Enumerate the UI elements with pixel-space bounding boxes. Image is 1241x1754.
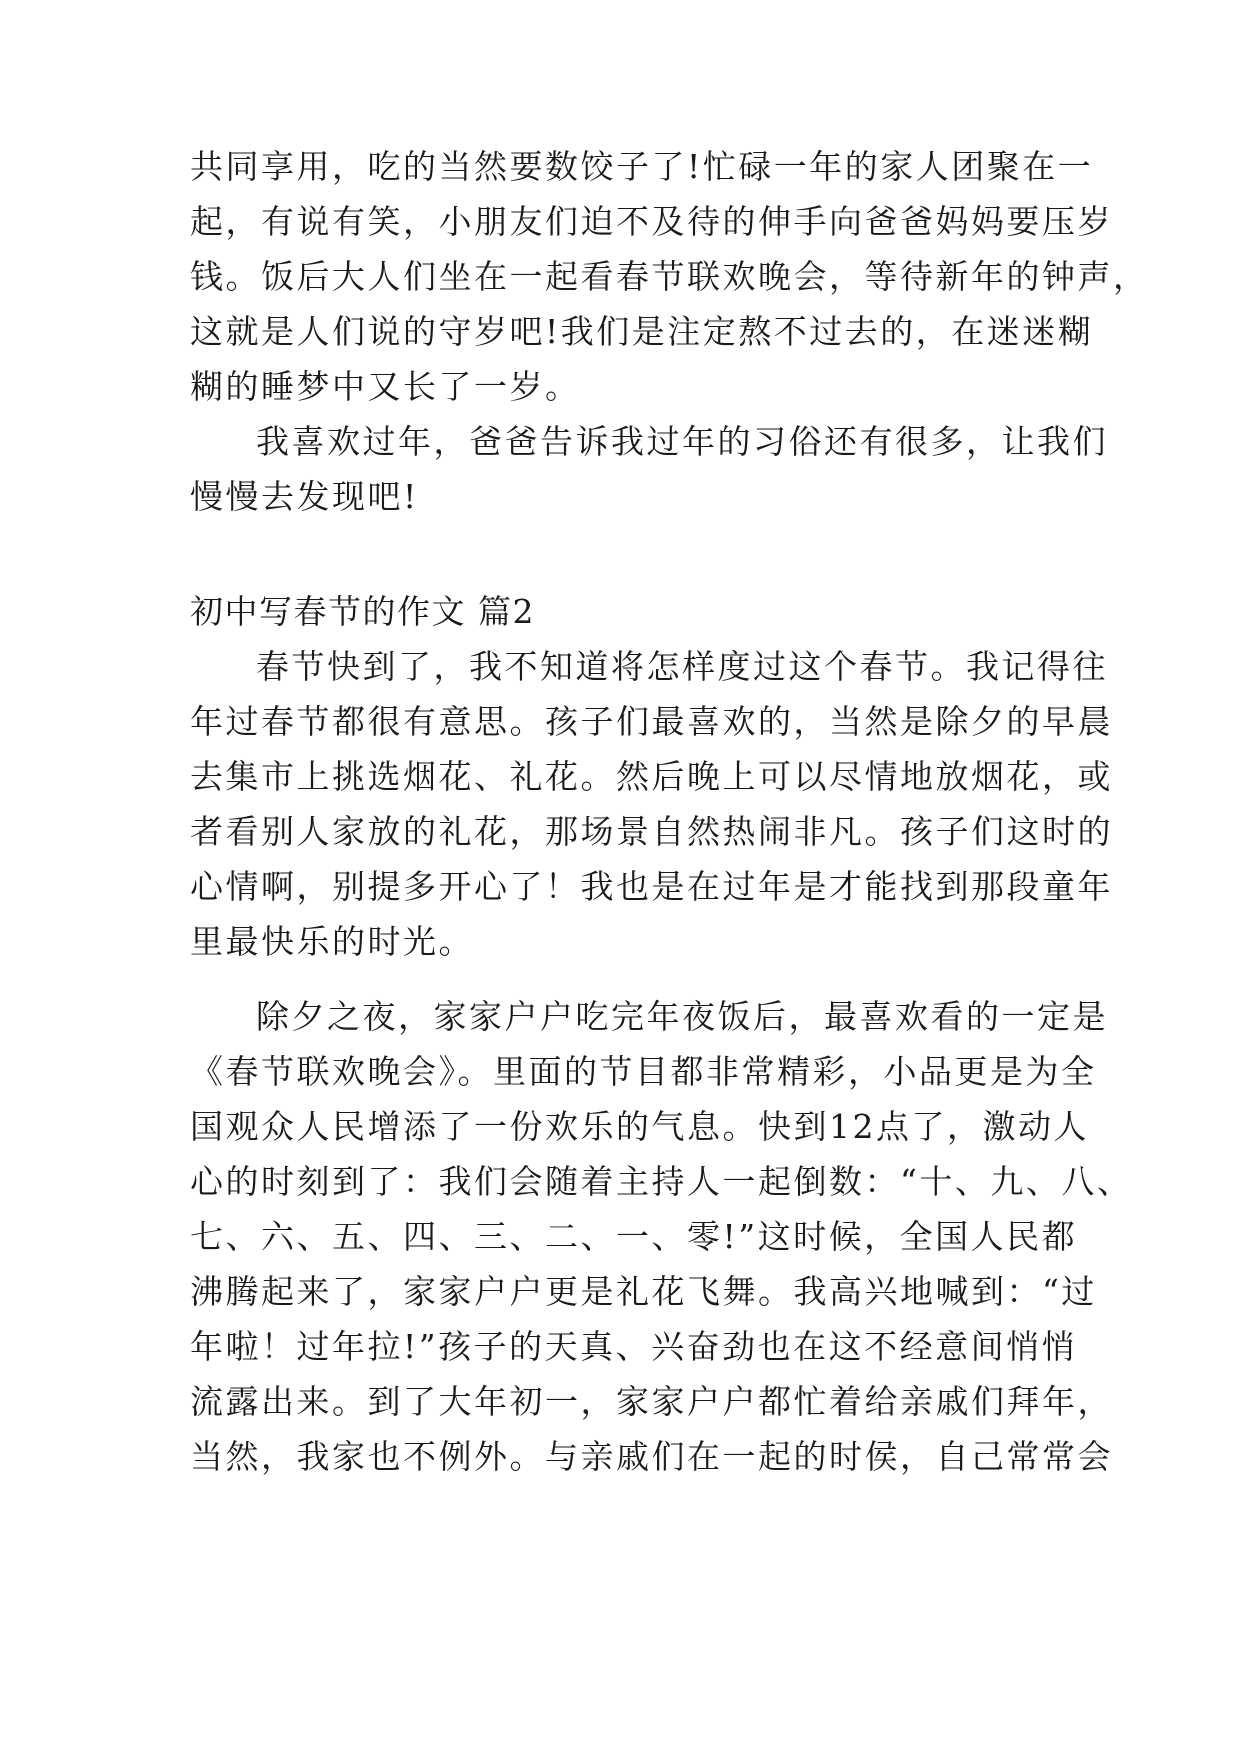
paragraph-line: 里最快乐的时光。: [190, 922, 474, 961]
paragraph-line: 七、六、五、四、三、二、一、零!”这时候，全国人民都: [190, 1217, 1078, 1256]
section-heading: 初中写春节的作文 篇2: [190, 592, 535, 631]
paragraph-line: 共同享用，吃的当然要数饺子了!忙碌一年的家人团聚在一: [190, 147, 1094, 186]
paragraph-line: 春节快到了，我不知道将怎样度过这个春节。我记得往: [256, 647, 1108, 686]
paragraph-line: 当然，我家也不例外。与亲戚们在一起的时侯，自己常常会: [190, 1437, 1113, 1476]
paragraph-line: 年过春节都很有意思。孩子们最喜欢的，当然是除夕的早晨: [190, 702, 1113, 741]
paragraph-line: 心的时刻到了：我们会随着主持人一起倒数：“十、九、八、: [190, 1162, 1133, 1201]
paragraph-line: 慢慢去发现吧!: [190, 477, 419, 516]
paragraph-line: 年啦！过年拉!”孩子的天真、兴奋劲也在这不经意间悄悄: [190, 1327, 1078, 1366]
paragraph-line: 我喜欢过年，爸爸告诉我过年的习俗还有很多，让我们: [256, 422, 1108, 461]
paragraph-line: 除夕之夜，家家户户吃完年夜饭后，最喜欢看的一定是: [256, 997, 1108, 1036]
paragraph-line: 者看别人家放的礼花，那场景自然热闹非凡。孩子们这时的: [190, 812, 1113, 851]
paragraph-line: 起，有说有笑，小朋友们迫不及待的伸手向爸爸妈妈要压岁: [190, 202, 1113, 241]
paragraph-line: 钱。饭后大人们坐在一起看春节联欢晚会，等待新年的钟声，: [190, 257, 1149, 296]
paragraph-line: 这就是人们说的守岁吧!我们是注定熬不过去的，在迷迷糊: [190, 312, 1094, 351]
paragraph-line: 流露出来。到了大年初一，家家户户都忙着给亲戚们拜年，: [190, 1382, 1113, 1421]
paragraph-line: 心情啊，别提多开心了！我也是在过年是才能找到那段童年: [190, 867, 1113, 906]
paragraph-line: 国观众人民增添了一份欢乐的气息。快到12点了，激动人: [190, 1107, 1089, 1146]
paragraph-line: 去集市上挑选烟花、礼花。然后晚上可以尽情地放烟花，或: [190, 757, 1113, 796]
paragraph-line: 《春节联欢晚会》。里面的节目都非常精彩，小品更是为全: [190, 1052, 1097, 1091]
paragraph-line: 沸腾起来了，家家户户更是礼花飞舞。我高兴地喊到：“过: [190, 1272, 1097, 1311]
paragraph-line: 糊的睡梦中又长了一岁。: [190, 367, 581, 406]
